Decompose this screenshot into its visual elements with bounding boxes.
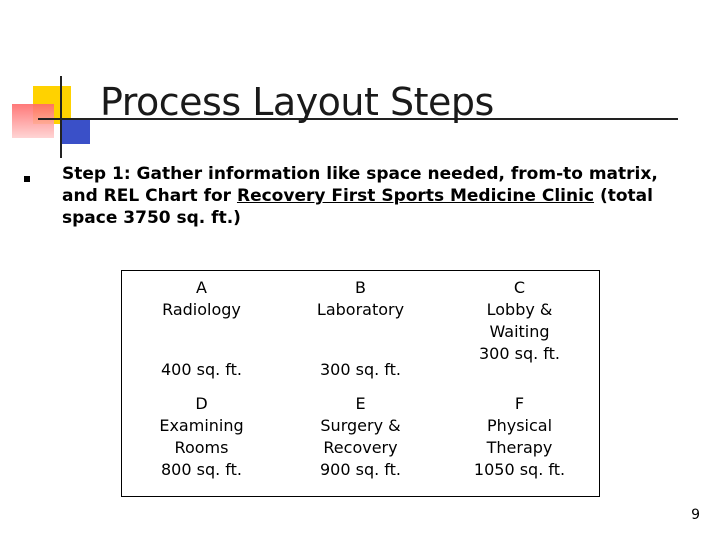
bullet-icon [24, 176, 30, 182]
department-letter: C [513, 278, 526, 297]
department-area: 800 sq. ft. [161, 460, 242, 479]
department-letter: E [355, 394, 366, 413]
department-name: Examining [159, 416, 244, 435]
step-suffix: (total space 3750 sq. ft.) [62, 186, 653, 228]
department-area: 300 sq. ft. [479, 344, 560, 363]
department-name: Waiting [489, 322, 550, 341]
department-area: 1050 sq. ft. [473, 460, 566, 479]
decor-red-square [12, 104, 54, 138]
decor-blue-square [60, 118, 90, 144]
department-name: Physical [486, 416, 553, 435]
department-cell-d [122, 387, 281, 496]
department-grid [121, 270, 600, 497]
department-cell-f [440, 387, 599, 496]
department-letter: D [195, 394, 208, 413]
department-cell-b [281, 271, 440, 387]
step-text [62, 163, 692, 229]
step-prefix: Step 1: Gather information like space needed, from-to matrix, and REL Chart for [62, 164, 658, 206]
department-cell-c [440, 271, 599, 387]
department-cell-e [281, 387, 440, 496]
decor-vertical-line [60, 76, 62, 158]
page-number: 9 [691, 507, 700, 523]
department-letter: B [355, 278, 366, 297]
department-cell-a [122, 271, 281, 387]
slide-title: Process Layout Steps [100, 80, 494, 124]
department-name: Surgery & [320, 416, 401, 435]
department-name: Therapy [486, 438, 553, 457]
department-name: Radiology [162, 300, 241, 319]
department-area: 300 sq. ft. [320, 360, 401, 379]
department-name: Laboratory [316, 300, 405, 319]
department-area: 900 sq. ft. [320, 460, 401, 479]
clinic-link[interactable]: Recovery First Sports Medicine Clinic [236, 186, 595, 206]
department-name: Lobby & [486, 300, 553, 319]
department-letter: F [514, 394, 525, 413]
department-name: Rooms [174, 438, 229, 457]
department-letter: A [196, 278, 207, 297]
department-name: Recovery [323, 438, 398, 457]
department-area: 400 sq. ft. [161, 360, 242, 379]
